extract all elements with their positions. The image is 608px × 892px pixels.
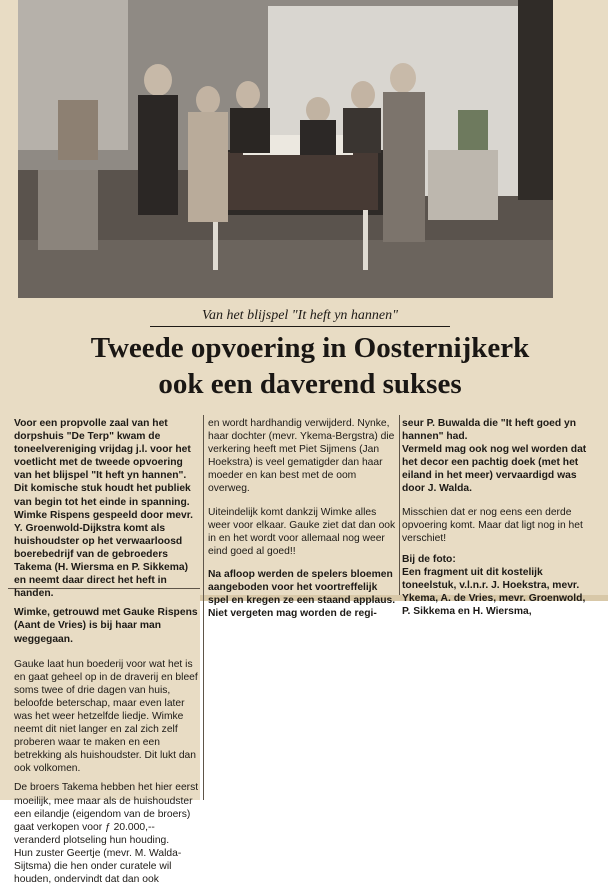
play-photo: [18, 0, 553, 298]
column-rule-2: [399, 415, 400, 595]
headline: [30, 330, 590, 402]
col1-paragraph-1: Voor een propvolle zaal van het dorpshuis "De Terp" kwam de toneelvereniging vrijdag j.l. voor het voetlicht met de tweede opvoering van het blijspel "It heft yn hannen". Dit komische stuk houdt het publiek van begin tot het einde in spanning. Wimke Rispens gespeeld door mevr. Y. Groenwold-Dijkstra komt als huishoudster op het verwaarloosd boerebedrijf van de gebroeders Takema (H. Wiersma en P. Sikkema) en neemt daar direct het heft in handen.: [14, 418, 194, 600]
headline-line-1: Tweede opvoering in Oosternijkerk: [90, 332, 530, 364]
column-rule-1: [203, 415, 204, 800]
photo-note-text: Een fragment uit dit kostelijk toneelstuk, v.l.n.r. J. Hoekstra, mevr. Ykema, A. de Vries, mevr. Groenwold, P. Sikkema en H. Wiersma,: [402, 566, 586, 618]
photo-note-label: Bij de foto:: [402, 553, 456, 565]
col2-paragraph-3: Na afloop werden de spelers bloemen aangeboden voor het voortreffelijk spel en kregen ze een staand applaus. Niet vergeten mag worden de regi-: [208, 568, 396, 620]
col3-paragraph-3: Misschien dat er nog eens een derde opvoering komt. Maar dat ligt nog in het verschiet!: [402, 506, 583, 544]
col2-paragraph-2: Uiteindelijk komt dankzij Wimke alles weer voor elkaar. Gauke ziet dat dan ook in en het wordt voor allemaal nog weer eind goed al goed!!: [208, 506, 396, 557]
article-column-2: [208, 417, 398, 626]
col1-paragraph-3: Gauke laat hun boederij voor wat het is en gaat geheel op in de draverij en bleef soms twee of drie dagen van huis, beloofde beterschap, maar even later was het weer hetzelfde liedje. Wimke neemt dit niet langer en zal zich zelf proberen waar te maken en een betrekking als huishoudster. Dit lukt dan ook volkomen.: [14, 658, 198, 775]
col1-paragraph-2: Wimke, getrouwd met Gauke Rispens (Aant de Vries) is bij haar man weggegaan.: [14, 607, 198, 645]
col1-paragraph-5: Hun zuster Geertje (mevr. M. Walda-Sijtsma) die hen onder curatele wil houden, ondervindt dat dan ook: [14, 847, 182, 886]
col3-paragraph-1: seur P. Buwalda die "It heft goed yn hannen" had.: [402, 418, 577, 443]
play-photo-illustration: [18, 0, 553, 298]
headline-line-2: ook een daverend sukses: [158, 368, 462, 400]
col2-paragraph-1: en wordt hardhandig verwijderd. Nynke, haar dochter (mevr. Ykema-Bergstra) die verkering heeft met Piet Sijmens (Jan Hoekstra) is veel gematigder dan haar moeder en kan best met de oom overweg.: [208, 418, 395, 495]
col1-paragraph-4: De broers Takema hebben het hier eerst moeilijk, mee maar als de huishoudster een eilandje (eigendom van de broers) gaat verkopen voor ƒ 20.000,-- veranderd plotseling hun houding.: [14, 782, 199, 846]
col3-paragraph-2: Vermeld mag ook nog wel worden dat het decor een pachtig doek (met het eiland in het meer) vervaardigd was door J. Walda.: [402, 444, 587, 495]
article-column-3: [402, 417, 594, 624]
photo-caption: Van het blijspel "It heft yn hannen": [150, 308, 450, 327]
col3-photo-note: [402, 553, 594, 618]
article-column-1: [14, 417, 200, 892]
